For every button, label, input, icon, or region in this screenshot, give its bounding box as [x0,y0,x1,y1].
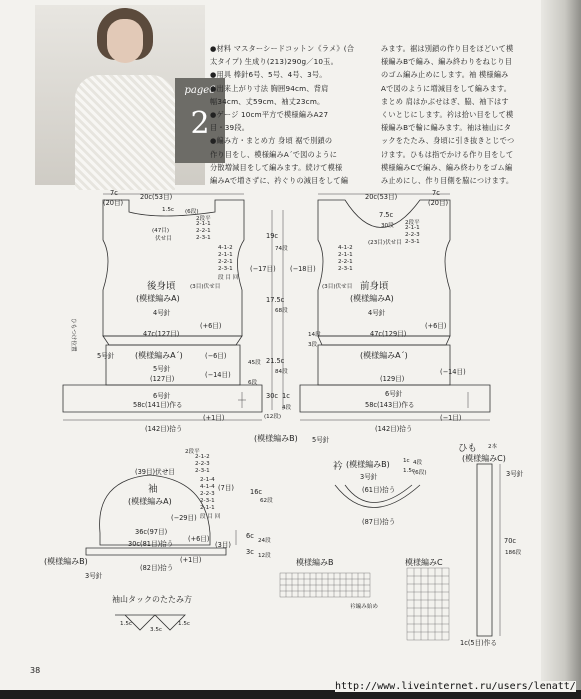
instruction-line: 模様編みCで編み、編み終わりをゴム編 [381,162,513,172]
instruction-line: けます。ひもは指でかける作り目をして [381,149,514,159]
body-needle-b: 5号針 [312,436,330,444]
instruction-line: 様編みBで輪に編みます。袖は袖山にタ [381,123,512,133]
sleeve-body-rows: 24段 [258,538,271,544]
dim-b3: 4段 [282,405,292,411]
source-url[interactable]: http://www.liveinternet.ru/users/lenatt/ [335,681,576,692]
front-width-b: (129目) [380,375,405,383]
back-side-inc: (+6目) [200,322,222,330]
sleeve-pattern: (模様編みA) [128,497,172,506]
instruction-line: くいとじにします。衿は拾い目をして模 [381,110,514,120]
back-neck-dec: 2段平 [196,216,211,222]
instruction-line: 目・39段。 [210,123,250,133]
back-needle-5: 5号針 [153,365,171,373]
back-shoulder-stitches: (20目) [103,199,124,207]
instruction-line: ●出来上がり寸法 胸囲94cm、背肩 [210,83,329,93]
sleeve-title: 袖 [148,484,158,495]
sleeve-width-b: 30c(81目)拾う [128,540,174,548]
dim-45-rows: 45段 [248,360,261,366]
front-arm-dec: 2-1-1 [338,252,353,258]
sleeve-width-mid: 36c(97目) [135,528,168,536]
instruction-line: ●編み方・まとめ方 身頃 裾で別鎖の [210,136,333,146]
dim-front-neck-drop: 7.5c [379,211,394,219]
tie-width: 1c(5目)作る [460,639,497,647]
back-dec-1: (+1目) [203,414,225,422]
collar-pickup-2: (87目)拾う [362,518,396,526]
instruction-line: み止めにし、作り目側を脇につけます。 [381,176,514,186]
back-arm-bindoff: (3目)伏せ目 [190,284,221,290]
instruction-line: 幅34cm、丈59cm、袖丈23cm。 [210,96,325,106]
back-needle-6: 6号針 [153,392,171,400]
back-arm-dec: 2-2-1 [218,259,233,265]
instruction-line: 太タイプ) 生成り(213)290g／10玉。 [210,57,338,67]
dim-6-rows: 6段 [248,380,258,386]
tie-title: ひも [458,443,478,454]
page-number: 38 [30,666,41,675]
instruction-line: ックをたたみ、身頃に引き抜きとじでつ [381,136,515,146]
instruction-line: Aで図のように増減目をして編みます。 [381,83,512,93]
dim-b1: 30c [266,392,279,400]
sleeve-dec: 2-1-2 [195,454,210,460]
tuck-dim: 3.5c [150,627,162,633]
front-side-dec: (−18目) [290,265,316,273]
back-width-a: 47c(127目) [143,330,180,338]
front-hem-pickup: (142目)拾う [375,425,413,433]
back-pattern-a-prime: (模様編みA´) [135,351,183,360]
back-hem-width: 58c(141目)作る [133,401,183,409]
sleeve-dec: 2段平 [185,449,200,455]
tie-pattern: (模様編みC) [462,454,506,463]
instruction-line: ●用具 棒針6号、5号、4号、3号。 [210,70,327,80]
dim-front-neck-rows: 30段 [381,223,394,229]
sleeve-dec: 2-3-1 [200,498,215,504]
instruction-line: 作り目をし、模様編みA´で図のように [210,149,338,159]
front-neck-dec: 2-3-1 [405,239,420,245]
collar-dim: (6段) [413,470,427,476]
chart-b-grid [280,573,370,597]
front-body-pattern: (模様編みA) [350,294,394,303]
front-dec-14: (−14目) [440,368,466,376]
instruction-line: まとめ 肩はかぶせはぎ、脇、袖下はす [381,96,509,106]
sleeve-dec-29: (−29目) [171,514,197,522]
tie-rows: 186段 [505,550,522,556]
back-arm-dec: 2-1-1 [218,252,233,258]
instruction-line: ●材料 マスターシードコットン《ラメ》(合 [210,44,355,53]
dim-front-rows1: 14段 [308,332,321,338]
collar-pickup-1: (61目)拾う [362,486,396,494]
sleeve-dec-header: 段 目 回 [200,514,221,520]
sleeve-dec: 2-1-1 [200,505,215,511]
front-side-inc: (+6目) [425,322,447,330]
sleeve-width-c: (82目)拾う [140,564,174,572]
sleeve-dec: 4-1-4 [200,484,215,490]
instruction-line: 様編みBで編み、編み終わりをねじり目 [381,57,513,67]
front-arm-dec: 2-3-1 [338,266,353,272]
front-arm-dec: 2-2-1 [338,259,353,265]
sleeve-cap-rows: 62段 [260,498,273,504]
tuck-dim: 1.5c [120,621,132,627]
back-neck-dec: 2-1-1 [196,221,211,227]
instruction-line: みます。裾は別鎖の作り目をほどいて模 [381,44,514,53]
front-needle-6: 6号針 [385,390,403,398]
sleeve-dec: 2-1-4 [200,477,215,483]
back-dec-14: (−14目) [205,371,231,379]
tie-outline [477,464,492,636]
collar-needle: 3号針 [360,473,378,481]
tie-count: 2本 [488,444,498,450]
tuck-title: 袖山タックのたたみ方 [112,595,192,604]
collar-dim: 4段 [413,460,423,466]
back-neck-dec: 2-3-1 [196,235,211,241]
pattern-number: 2 [190,106,210,141]
sleeve-top-bindoff: (39目)伏せ目 [135,468,175,476]
sleeve-bind-3: (3目) [215,541,231,549]
sleeve-dec: 2-2-3 [200,491,215,497]
back-neck-rows: (6段) [185,209,199,215]
back-needle-2: 5号針 [97,352,115,360]
back-body-title: 後身頃 [147,281,176,292]
front-hem-width: 58c(143目)作る [365,401,415,409]
sleeve-cap-height: 16c [250,488,263,496]
sleeve-body-height: 6c [246,532,254,540]
dim-a3: 21.5c [266,357,285,365]
instruction-line: ●ゲージ 10cm平方で模様編みA27 [210,110,329,120]
tie-needle: 3号針 [506,470,524,478]
back-inc-6: (−6目) [205,352,227,360]
chart-b-note: 衿編み始め [350,604,378,610]
sleeve-needle: 3号針 [85,572,103,580]
front-shoulder-stitches: (20目) [428,199,449,207]
front-width-a: 47c(129目) [370,330,407,338]
collar-title: 衿 [333,461,343,472]
front-arm-bindoff: (3目)伏せ目 [322,284,353,290]
front-neck-dec: 2-2-3 [405,232,420,238]
front-neck-dec: 2-1-1 [405,225,420,231]
sleeve-band-rows: 12段 [258,553,271,559]
back-width-b: (127目) [150,375,175,383]
sleeve-inc-1: (+1目) [180,556,202,564]
chart-c-grid [407,568,449,640]
dim-a2: 17.5c [266,296,285,304]
tuck-dim: 1.5c [178,621,190,627]
sleeve-pattern-b: (模様編みB) [44,557,88,566]
back-body-needle: 4号針 [153,309,171,317]
front-neck-bindoff: (23目)伏せ目 [368,240,402,246]
sleeve-bind-7: (7目) [218,484,234,492]
back-arm-dec: 2-3-1 [218,266,233,272]
back-shoulder-width: 7c [110,189,118,197]
dim-a1-rows: 74段 [275,246,288,252]
sleeve-dec: 2-2-3 [195,461,210,467]
collar-dim: 1c [403,458,410,464]
dim-a3-rows: 84段 [275,369,288,375]
front-neck-dec: 2段平 [405,220,420,226]
back-arm-dec: 4-1-2 [218,245,233,251]
back-hem-pickup: (142目)拾う [145,425,183,433]
back-neck-bindoff: 伏せ目 [155,236,172,242]
dim-a2-rows: 68段 [275,308,288,314]
back-neck-stitches: (47目) [152,228,170,234]
instruction-line: のゴム編み止めにします。袖 模様編み [381,70,509,80]
collar-pattern: (模様編みB) [346,460,390,469]
front-body-title: 前身頃 [360,281,389,292]
dim-a1: 19c [266,232,279,240]
dim-b2: 1c [282,392,290,400]
back-neck-depth: 1.5c [162,207,174,213]
back-body-pattern: (模様編みA) [136,294,180,303]
instruction-line: 編みAで増さずに、衿ぐりの減目をして編 [210,176,349,186]
front-dec-1: (−1目) [440,414,462,422]
front-pattern-a-prime: (模様編みA´) [360,351,408,360]
back-side-dec: (−17目) [250,265,276,273]
instruction-line: 分散増減目をして編みます。続けて模様 [210,162,343,172]
collar-dim: 1.5c [403,468,415,474]
front-arm-dec: 4-1-2 [338,245,353,251]
dim-front-rows2: 3段 [308,342,318,348]
sleeve-dec: 2-3-1 [195,468,210,474]
tie-position-label: ひもつけ位置 [70,318,76,352]
sleeve-band-height: 3c [246,548,254,556]
front-body-needle: 4号針 [368,309,386,317]
back-neck-dec: 2-2-1 [196,228,211,234]
front-neck-width: 20c(53目) [365,193,398,201]
front-shoulder-width: 7c [432,189,440,197]
chart-b-title: 模様編みB [296,558,334,567]
body-pattern-b: (模様編みB) [254,434,298,443]
back-neck-width: 20c(53目) [140,193,173,201]
sleeve-inc-6: (+6目) [188,535,210,543]
tie-length: 70c [504,537,517,545]
chart-c-title: 模様編みC [405,558,443,567]
back-arm-dec: 段 目 回 [218,275,239,281]
page-ref-label: page6 [184,85,216,96]
dim-b4: (12段) [264,414,282,420]
